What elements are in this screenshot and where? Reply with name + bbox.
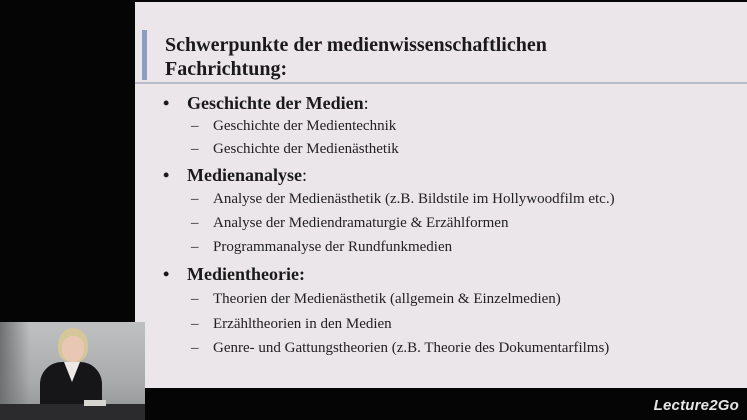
topic-label: Geschichte der Medien <box>187 93 364 113</box>
bullet-icon: • <box>163 264 170 284</box>
lectern <box>0 404 145 420</box>
subtopic-item <box>191 190 615 209</box>
lecture2go-logo: Lecture2Go <box>653 397 739 414</box>
subtopic-item <box>191 315 392 334</box>
dash-icon: – <box>191 291 199 307</box>
subtopic-label: Erzähltheorien in den Medien <box>213 316 392 332</box>
bullet-icon: • <box>163 93 170 113</box>
slide-title-line-1: Schwerpunkte der medienwissenschaftlichen <box>165 34 547 56</box>
subtopic-label: Programmanalyse der Rundfunkmedien <box>213 239 453 255</box>
subtopic-label: Genre- und Gattungstheorien (z.B. Theorie des Dokumentarfilms) <box>213 340 610 356</box>
presentation-slide <box>135 2 747 388</box>
topic-label: Medientheorie: <box>187 264 305 284</box>
slide-title-line-2: Fachrichtung: <box>165 58 288 80</box>
bullet-icon: • <box>163 165 170 185</box>
presenter-video-inset <box>0 322 145 420</box>
subtopic-label: Theorien der Medienästhetik (allgemein & Einzelmedien) <box>213 291 561 307</box>
topic-label: Medienanalyse <box>187 165 302 185</box>
title-accent-bar <box>142 30 147 80</box>
lectern-paper <box>84 400 106 406</box>
subtopic-item <box>191 214 508 233</box>
dash-icon: – <box>191 239 199 255</box>
dash-icon: – <box>191 141 199 157</box>
subtopic-item <box>191 290 561 309</box>
subtopic-item <box>191 238 452 257</box>
subtopic-item <box>191 117 396 136</box>
topic-suffix: : <box>302 165 308 185</box>
dash-icon: – <box>191 340 199 356</box>
subtopic-label: Geschichte der Medientechnik <box>213 118 397 134</box>
subtopic-label: Geschichte der Medienästhetik <box>213 141 399 157</box>
subtopic-label: Analyse der Medienästhetik (z.B. Bildstile im Hollywoodfilm etc.) <box>213 191 615 207</box>
topic-medienanalyse <box>163 164 307 186</box>
dash-icon: – <box>191 215 199 231</box>
subtopic-item <box>191 339 609 358</box>
subtopic-label: Analyse der Mediendramaturgie & Erzählformen <box>213 215 509 231</box>
topic-medientheorie <box>163 263 305 285</box>
presenter-face <box>62 336 84 362</box>
slide-title <box>165 33 735 81</box>
dash-icon: – <box>191 316 199 332</box>
title-divider <box>135 82 747 84</box>
dash-icon: – <box>191 191 199 207</box>
dash-icon: – <box>191 118 199 134</box>
topic-suffix: : <box>363 93 369 113</box>
subtopic-item <box>191 140 399 159</box>
topic-geschichte-der-medien <box>163 92 369 114</box>
